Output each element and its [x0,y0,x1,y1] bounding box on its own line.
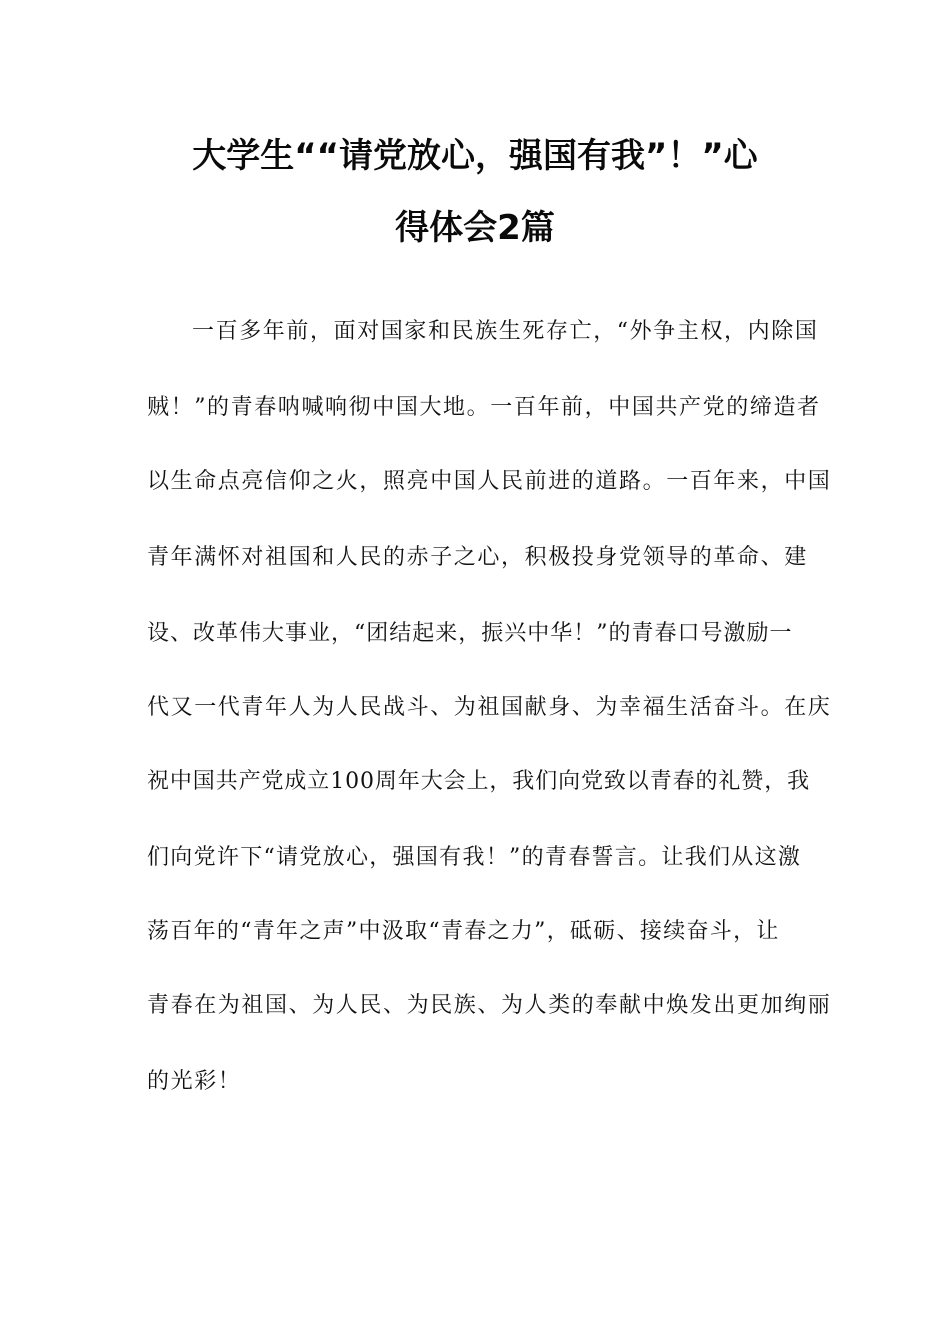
paragraph-line: 青年满怀对祖国和人民的赤子之心，积极投身党领导的革命、建 [147,545,808,570]
paragraph-line: 祝中国共产党成立100周年大会上，我们向党致以青春的礼赞，我 [147,769,810,794]
paragraph-line: 们向党许下“请党放心，强国有我！”的青春誓言。让我们从这激 [147,845,802,870]
paragraph-line: 设、改革伟大事业，“团结起来，振兴中华！”的青春口号激励一 [147,621,793,646]
document-title-line-2: 得体会2篇 [395,208,555,248]
paragraph-line: 以生命点亮信仰之火，照亮中国人民前进的道路。一百年来，中国 [147,469,832,494]
paragraph-line: 荡百年的“青年之声”中汲取“青春之力”，砥砺、接续奋斗，让 [147,919,780,944]
paragraph-line: 的光彩！ [147,1069,242,1094]
document-title-line-1: 大学生““请党放心，强国有我”！”心 [192,136,758,176]
paragraph-line: 青春在为祖国、为人民、为民族、为人类的奉献中焕发出更加绚丽 [147,993,832,1018]
paragraph-line: 贼！”的青春呐喊响彻中国大地。一百年前，中国共产党的缔造者 [147,395,821,420]
paragraph-line: 一百多年前，面对国家和民族生死存亡，“外争主权，内除国 [192,319,819,344]
paragraph-line: 代又一代青年人为人民战斗、为祖国献身、为幸福生活奋斗。在庆 [147,695,832,720]
